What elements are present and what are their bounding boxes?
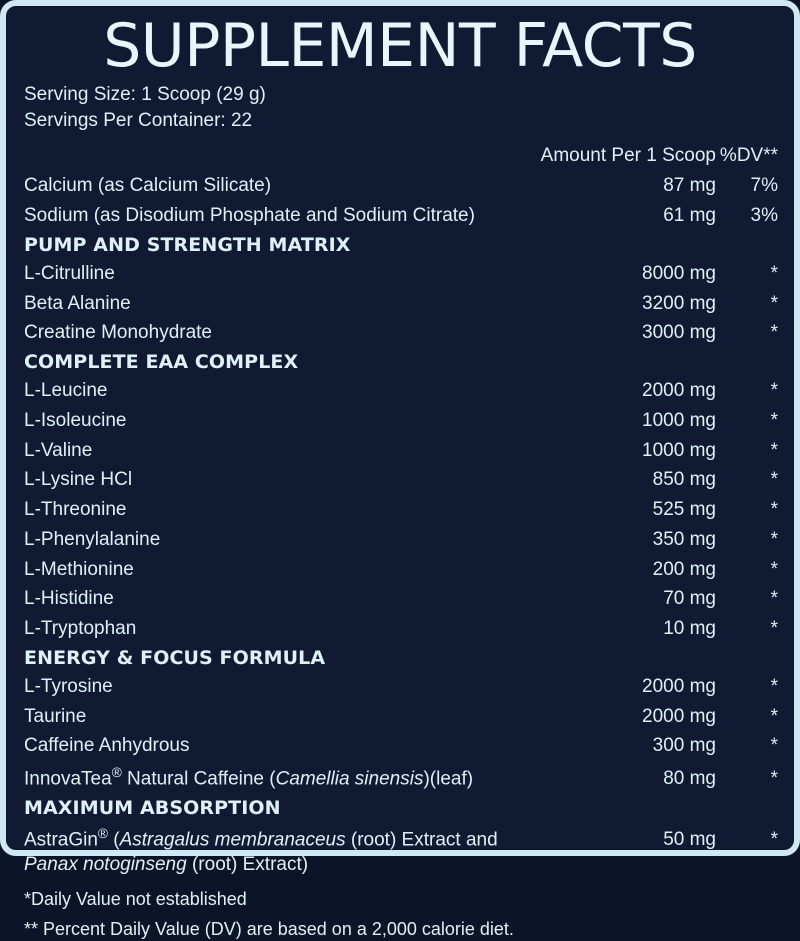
nutrient-dv: *	[770, 588, 778, 610]
table-row	[20, 584, 780, 614]
nutrient-dv: *	[770, 768, 778, 790]
table-row	[20, 761, 780, 794]
nutrient-amount: 2000 mg	[642, 675, 716, 697]
nutrient-dv: *	[770, 499, 778, 521]
nutrient-dv: 3%	[750, 205, 778, 227]
nutrient-dv: *	[770, 829, 778, 851]
nutrient-name: AstraGin® (Astragalus membranaceus (root) Extract and Panax notoginseng (root) Extract)	[24, 826, 498, 876]
nutrient-amount: 1000 mg	[642, 409, 716, 431]
nutrient-dv: *	[770, 528, 778, 550]
table-row	[20, 259, 780, 289]
nutrient-name: L-Valine	[24, 439, 93, 461]
amount-column-header: Amount Per 1 Scoop	[540, 145, 716, 167]
nutrient-name: InnovaTea® Natural Caffeine (Camellia sinensis)(leaf)	[24, 765, 474, 790]
nutrient-amount: 80 mg	[663, 768, 716, 790]
group-heading: MAXIMUM ABSORPTION	[24, 797, 281, 820]
table-row	[20, 822, 780, 881]
table-row	[20, 201, 780, 231]
nutrient-name: L-Threonine	[24, 499, 127, 521]
nutrient-dv: *	[770, 262, 778, 284]
nutrient-name: L-Methionine	[24, 558, 134, 580]
nutrient-name: L-Citrulline	[24, 262, 115, 284]
nutrient-name: Caffeine Anhydrous	[24, 735, 190, 757]
nutrient-dv: *	[770, 322, 778, 344]
nutrient-name: Creatine Monohydrate	[24, 322, 212, 344]
nutrient-amount: 850 mg	[652, 469, 716, 491]
nutrient-name: L-Phenylalanine	[24, 528, 161, 550]
nutrient-dv: *	[770, 439, 778, 461]
nutrient-amount: 10 mg	[663, 618, 716, 640]
nutrient-name: L-Tryptophan	[24, 618, 137, 640]
nutrient-dv: *	[770, 292, 778, 314]
nutrient-amount: 300 mg	[652, 735, 716, 757]
table-row	[20, 495, 780, 525]
nutrient-amount: 1000 mg	[642, 439, 716, 461]
nutrient-amount: 2000 mg	[642, 380, 716, 402]
nutrient-amount: 87 mg	[663, 175, 716, 197]
table-row	[20, 406, 780, 436]
nutrient-amount: 8000 mg	[642, 262, 716, 284]
nutrient-amount: 70 mg	[663, 588, 716, 610]
nutrient-dv: *	[770, 705, 778, 727]
table-row	[20, 672, 780, 702]
nutrient-name: Sodium (as Disodium Phosphate and Sodium Citrate)	[24, 205, 475, 227]
nutrient-dv: *	[770, 409, 778, 431]
table-row	[20, 289, 780, 319]
nutrient-amount: 2000 mg	[642, 705, 716, 727]
nutrient-amount: 61 mg	[663, 205, 716, 227]
table-row	[20, 465, 780, 495]
nutrient-amount: 525 mg	[652, 499, 716, 521]
nutrient-name: L-Leucine	[24, 380, 108, 402]
nutrient-name: L-Isoleucine	[24, 409, 127, 431]
table-row	[20, 436, 780, 466]
nutrient-dv: *	[770, 380, 778, 402]
table-row	[20, 376, 780, 406]
group-heading: PUMP AND STRENGTH MATRIX	[24, 233, 351, 256]
page-title: SUPPLEMENT FACTS	[103, 11, 697, 81]
dv-column-header: %DV**	[719, 145, 778, 167]
nutrient-name: Beta Alanine	[24, 292, 131, 314]
footnote-percent-dv: ** Percent Daily Value (DV) are based on a 2,000 calorie diet.	[24, 919, 514, 940]
nutrient-dv: 7%	[750, 175, 778, 197]
table-row	[20, 731, 780, 761]
nutrient-dv: *	[770, 618, 778, 640]
nutrient-amount: 3200 mg	[642, 292, 716, 314]
nutrient-dv: *	[770, 558, 778, 580]
nutrient-name: L-Tyrosine	[24, 675, 113, 697]
footnote-daily-value: *Daily Value not established	[24, 888, 247, 909]
nutrient-name: L-Lysine HCl	[24, 469, 133, 491]
table-row	[20, 614, 780, 644]
nutrient-dv: *	[770, 469, 778, 491]
nutrient-amount: 50 mg	[663, 829, 716, 851]
table-row	[20, 555, 780, 585]
nutrient-name: L-Histidine	[24, 588, 114, 610]
nutrient-dv: *	[770, 675, 778, 697]
nutrient-name: Taurine	[24, 705, 87, 727]
nutrient-amount: 350 mg	[652, 528, 716, 550]
nutrient-amount: 3000 mg	[642, 322, 716, 344]
serving-size: Serving Size: 1 Scoop (29 g)	[24, 84, 266, 105]
table-row	[20, 171, 780, 201]
table-row	[20, 525, 780, 555]
servings-per-container: Servings Per Container: 22	[24, 109, 253, 131]
nutrient-name: Calcium (as Calcium Silicate)	[24, 175, 272, 197]
table-row	[20, 702, 780, 732]
group-heading: ENERGY & FOCUS FORMULA	[24, 646, 326, 669]
nutrient-amount: 200 mg	[652, 558, 716, 580]
column-headers	[20, 142, 780, 171]
table-row	[20, 318, 780, 348]
group-heading: COMPLETE EAA COMPLEX	[24, 351, 299, 374]
nutrient-dv: *	[770, 735, 778, 757]
